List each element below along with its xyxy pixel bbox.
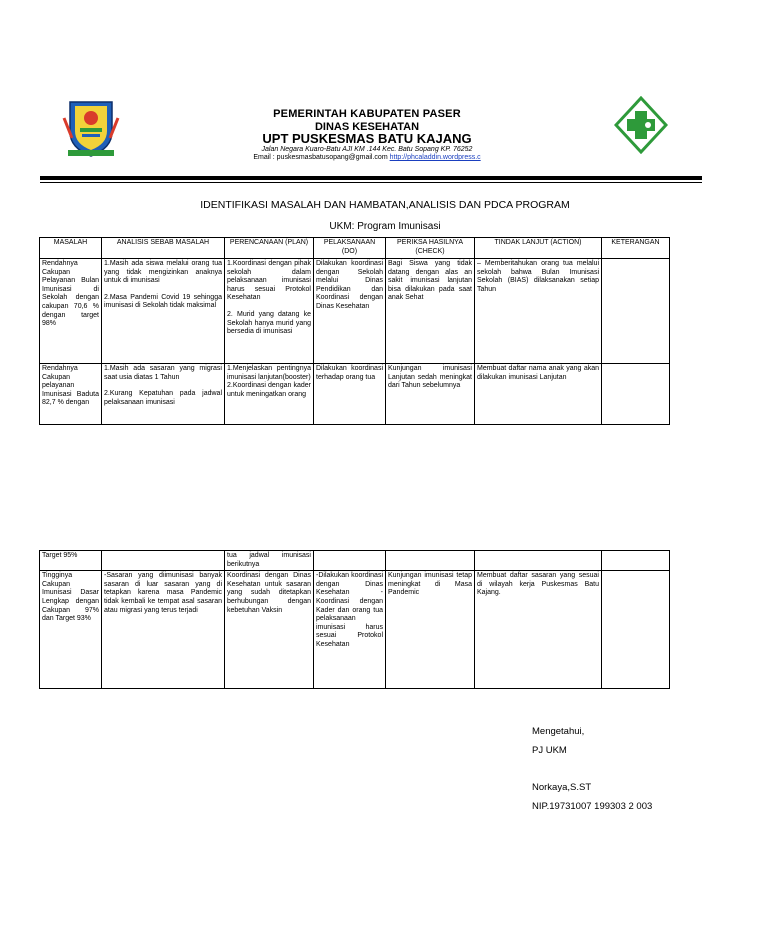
header-address: Jalan Negara Kuaro-Batu AJI KM .144 Kec. Batu Sopang KP. 76252 (261, 146, 473, 153)
cell-analisis (102, 551, 225, 571)
pdca-table-page1 (39, 237, 670, 425)
signature-name: Norkaya,S.ST (532, 782, 592, 793)
table-row (40, 364, 670, 425)
cell-plan-point1: 1.Koordinasi dengan pihak sekolah dalam pelaksanaan imunisasi harus sesuai Protokol Kesehatan (227, 260, 311, 302)
signature-label: Mengetahui, (532, 726, 585, 737)
cell-masalah: Tingginya Cakupan Imunisasi Dasar Lengkap dengan Cakupan 97% dan Target 93% (40, 571, 102, 689)
table-row (40, 571, 670, 689)
cell-plan-point2: 2. Murid yang datang ke Sekolah hanya murid yang bersedia di imunisasi (227, 310, 311, 336)
cell-action: Membuat daftar nama anak yang akan dilakukan imunisasi Lanjutan (475, 364, 602, 425)
pdca-table-page2 (39, 550, 670, 689)
header-puskesmas: UPT PUSKESMAS BATU KAJANG (262, 131, 472, 146)
signature-nip: NIP.19731007 199303 2 003 (532, 801, 653, 812)
cell-analisis-point2: 2.Kurang Kepatuhan pada jadwal pelaksanaan imunisasi (104, 390, 222, 406)
cell-plan: tua jadwal imunisasi berikutnya (225, 551, 314, 571)
cell-masalah: Rendahnya Cakupan Pelayanan Bulan Imunisasi di Sekolah dengan cakupan 70,6 % dengan target 98% (40, 259, 102, 364)
cell-plan-point2: 2.Koordinasi dengan kader untuk meningatkan orang (227, 382, 311, 398)
header-email (120, 154, 614, 161)
document-title: IDENTIFIKASI MASALAH DAN HAMBATAN,ANALISIS DAN PDCA PROGRAM (200, 199, 570, 211)
document-subtitle: UKM: Program Imunisasi (329, 221, 441, 232)
col-header-do: PELAKSANAAN (DO) (314, 238, 386, 259)
col-header-check: PERIKSA HASILNYA (CHECK) (386, 238, 475, 259)
col-header-keterangan: KETERANGAN (602, 238, 670, 259)
cell-analisis: -Sasaran yang diimunisasi banyak sasaran di luar sasaran yang di tetapkan karena masa Pandemic tidak kembali ke tempat asal sasaran atau migrasi yang terus terjadi (102, 571, 225, 689)
cell-do: Dilakukan koordinasi terhadap orang tua (314, 364, 386, 425)
header-thin-rule (40, 182, 702, 183)
header-department: DINAS KESEHATAN (314, 121, 420, 133)
cell-do: -Dilakukan koordinasi dengan Dinas Kesehatan -Koordinasi dengan Kader dan orang tua pelaksanaan imunisasi harus sesuai Protokol Kesehatan (314, 571, 386, 689)
cell-keterangan (602, 571, 670, 689)
email-text: Email : puskesmasbatusopang@gmail.com (253, 154, 390, 161)
regency-emblem-logo (62, 98, 120, 158)
cell-action: Membuat daftar sasaran yang sesuai di wilayah kerja Puskesmas Batu Kajang. (475, 571, 602, 689)
cell-analisis (102, 364, 225, 425)
cell-keterangan (602, 364, 670, 425)
cell-plan-point1: 1.Menjelaskan pentingnya imunisasi lanjutan(booster) (227, 365, 311, 381)
cell-analisis-point2: 2.Masa Pandemi Covid 19 sehingga imunisasi di Sekolah tidak maksimal (104, 293, 222, 310)
website-link[interactable]: http://phcaladdin.wordpress.c (389, 154, 481, 161)
cell-masalah: Target 95% (40, 551, 102, 571)
cell-check: Bagi Siswa yang tidak datang dengan alas an sakit imunisasi lanjutan bisa dilakukan pada saat anak Sehat (386, 259, 475, 364)
cell-do (314, 551, 386, 571)
cell-check: Kunjungan imunisasi tetap meningkat di Masa Pandemic (386, 571, 475, 689)
cell-keterangan (602, 259, 670, 364)
table-row (40, 259, 670, 364)
cell-action: – Memberitahukan orang tua melalui sekolah bahwa Bulan Imunisasi Sekolah (BIAS) dilaksanakan setiap Tahun (475, 259, 602, 364)
table-header-row (40, 238, 670, 259)
cell-analisis-point1: 1.Masih ada sasaran yang migrasi saat usia diatas 1 Tahun (104, 365, 222, 381)
col-header-plan: PERENCANAAN (PLAN) (225, 238, 314, 259)
col-header-masalah: MASALAH (40, 238, 102, 259)
cell-action (475, 551, 602, 571)
cell-masalah: Rendahnya Cakupan pelayanan Imunisasi Baduta 82,7 % dengan (40, 364, 102, 425)
cell-plan: Koordinasi dengan Dinas Kesehatan untuk sasaran yang sudah ditetapkan berhubungan dengan kebetuhan Vaksin (225, 571, 314, 689)
cell-keterangan (602, 551, 670, 571)
header-thick-rule (40, 176, 702, 180)
signature-role: PJ UKM (532, 745, 567, 756)
cell-plan (225, 364, 314, 425)
cell-analisis-point1: 1.Masih ada siswa melalui orang tua yang tidak mengizinkan anaknya untuk di imunisasi (104, 260, 222, 285)
cell-analisis (102, 259, 225, 364)
cell-do: Dilakukan koordinasi dengan Sekolah melalui Dinas Pendidikan dan Koordinasi dengan Dinas Kesehatan (314, 259, 386, 364)
cell-plan (225, 259, 314, 364)
header-government: PEMERINTAH KABUPATEN PASER (273, 108, 461, 120)
table-row (40, 551, 670, 571)
puskesmas-logo (614, 96, 668, 154)
cell-check: Kunjungan imunisasi Lanjutan sedah meningkat dari Tahun sebelumnya (386, 364, 475, 425)
cell-check (386, 551, 475, 571)
col-header-action: TINDAK LANJUT (ACTION) (475, 238, 602, 259)
col-header-analisis: ANALISIS SEBAB MASALAH (102, 238, 225, 259)
